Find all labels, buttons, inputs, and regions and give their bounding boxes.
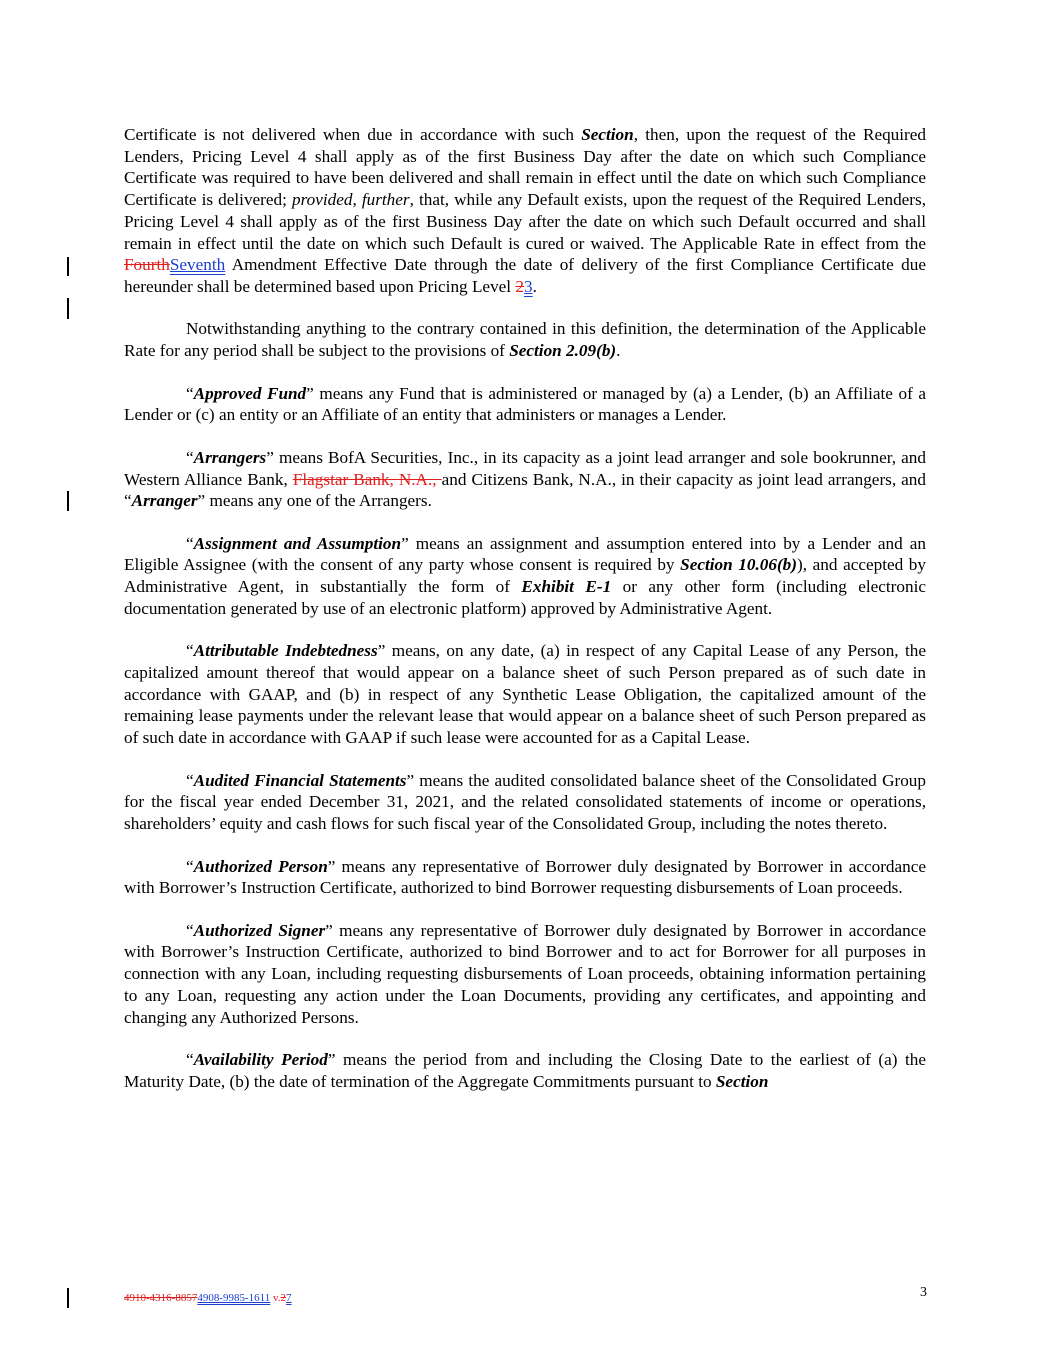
deleted-text: 2 [515,276,524,296]
deleted-text: Flagstar Bank, N.A., [292,469,442,489]
paragraph-notwithstanding: Notwithstanding anything to the contrary contained in this definition, the determination of the Applicable Rate for any period shall be subject to the provisions of Section 2.09(b). [124,319,926,361]
defined-term: Arranger [131,491,198,511]
inserted-doc-id: 4908-9985-1611 [197,1292,271,1304]
deleted-text: Fourth [124,255,170,275]
definition-availability-period: “Availability Period” means the period from and including the Closing Date to the earliest of (a) the Maturity Date, (b) the date of termination of the Aggregate Commitments pursuant to Section [124,1050,927,1091]
inserted-version: 7 [286,1292,292,1304]
inserted-text: Seventh [169,255,226,275]
page-number: 3 [920,1285,927,1300]
emphasis-text: provided, further [291,190,410,210]
deleted-doc-id: 4910-4316-8857 [124,1292,198,1304]
defined-term: Approved Fund [193,383,307,403]
definition-assignment-and-assumption: “Assignment and Assumption” means an assignment and assumption entered into by a Lender and an Eligible Assignee (with the consent of any party whose consent is required by Section 10.06(b)), and accepted by Administrative Agent, in substantially the form of Exhibit E-1 or any other form (including electronic documentation generated by use of an electronic platform) approved by Administrative Agent. [124,533,927,618]
section-reference: Section 10.06(b) [680,555,797,575]
paragraph-applicable-rate-continued: Certificate is not delivered when due in accordance with such Section, then, upon the request of the Required Lenders, Pricing Level 4 shall apply as of the first Business Day after the date on which such Compliance Certificate was required to have been delivered and shall remain in effect until the date on which such Compliance Certificate is delivered; provided, further, that, while any Default exists, upon the request of the Required Lenders, Pricing Level 4 shall apply as of the first Business Day after the date on which such Default occurred and shall remain in effect until the date on which such Default is cured or waived. The Applicable Rate in effect from the FourthSeventh Amendment Effective Date through the date of delivery of the first Compliance Certificate due hereunder shall be determined based upon Pricing Level 23. [124,125,926,296]
defined-term: Audited Financial Statements [193,770,407,790]
document-id-footer [124,1292,292,1304]
defined-term: Assignment and Assumption [193,533,402,553]
version-label: v. [270,1292,281,1304]
exhibit-reference: Exhibit E-1 [521,577,612,597]
definition-arrangers: “Arrangers” means BofA Securities, Inc., in its capacity as a joint lead arranger and sole bookrunner, and Western Alliance Bank, Flagstar Bank, N.A., and Citizens Bank, N.A., in their capacity as joint lead arrangers, and “Arranger” means any one of the Arrangers. [124,447,926,511]
deleted-version: 2 [280,1292,287,1304]
definition-authorized-person: “Authorized Person” means any representative of Borrower duly designated by Borrower in accordance with Borrower’s Instruction Certificate, authorized to bind Borrower requesting disbursements of Loan proceeds. [124,856,926,898]
definition-approved-fund: “Approved Fund” means any Fund that is administered or managed by (a) a Lender, (b) an Affiliate of a Lender or (c) an entity or an Affiliate of an entity that administers or manages a Lender. [124,383,926,425]
change-bar [67,1288,69,1308]
emphasis-text: Section [581,125,634,144]
change-bar [67,491,69,511]
defined-term: Attributable Indebtedness [193,641,378,661]
document-body [124,124,926,1092]
defined-term: Availability Period [193,1050,328,1070]
defined-term: Authorized Person [193,856,328,876]
change-bar [67,257,69,276]
definition-authorized-signer: “Authorized Signer” means any representative of Borrower duly designated by Borrower in accordance with Borrower’s Instruction Certificate, authorized to bind Borrower and to act for Borrower for all purposes in connection with any Loan, including requesting disbursements of Loan proceeds, obtaining information pertaining to any Loan, requesting any action under the Loan Documents, providing any certificates, and appointing and changing any Authorized Persons. [124,920,926,1027]
section-reference: Section [715,1071,769,1091]
defined-term: Arrangers [193,447,267,467]
defined-term: Authorized Signer [193,920,326,940]
definition-audited-financial-statements: “Audited Financial Statements” means the audited consolidated balance sheet of the Consolidated Group for the fiscal year ended December 31, 2021, and the related consolidated statements of income or operations, shareholders’ equity and cash flows for such fiscal year of the Consolidated Group, including the notes thereto. [124,770,926,834]
change-bar [67,298,69,319]
section-reference: Section 2.09(b) [509,341,617,361]
definition-attributable-indebtedness: “Attributable Indebtedness” means, on any date, (a) in respect of any Capital Lease of any Person, the capitalized amount thereof that would appear on a balance sheet of such Person prepared as of such date in accordance with GAAP, and (b) in respect of any Synthetic Lease Obligation, the capitalized amount of the remaining lease payments under the relevant lease that would appear on a balance sheet of such Person prepared as of such date in accordance with GAAP if such lease were accounted for as a Capital Lease. [124,641,927,748]
inserted-text: 3 [523,276,533,296]
